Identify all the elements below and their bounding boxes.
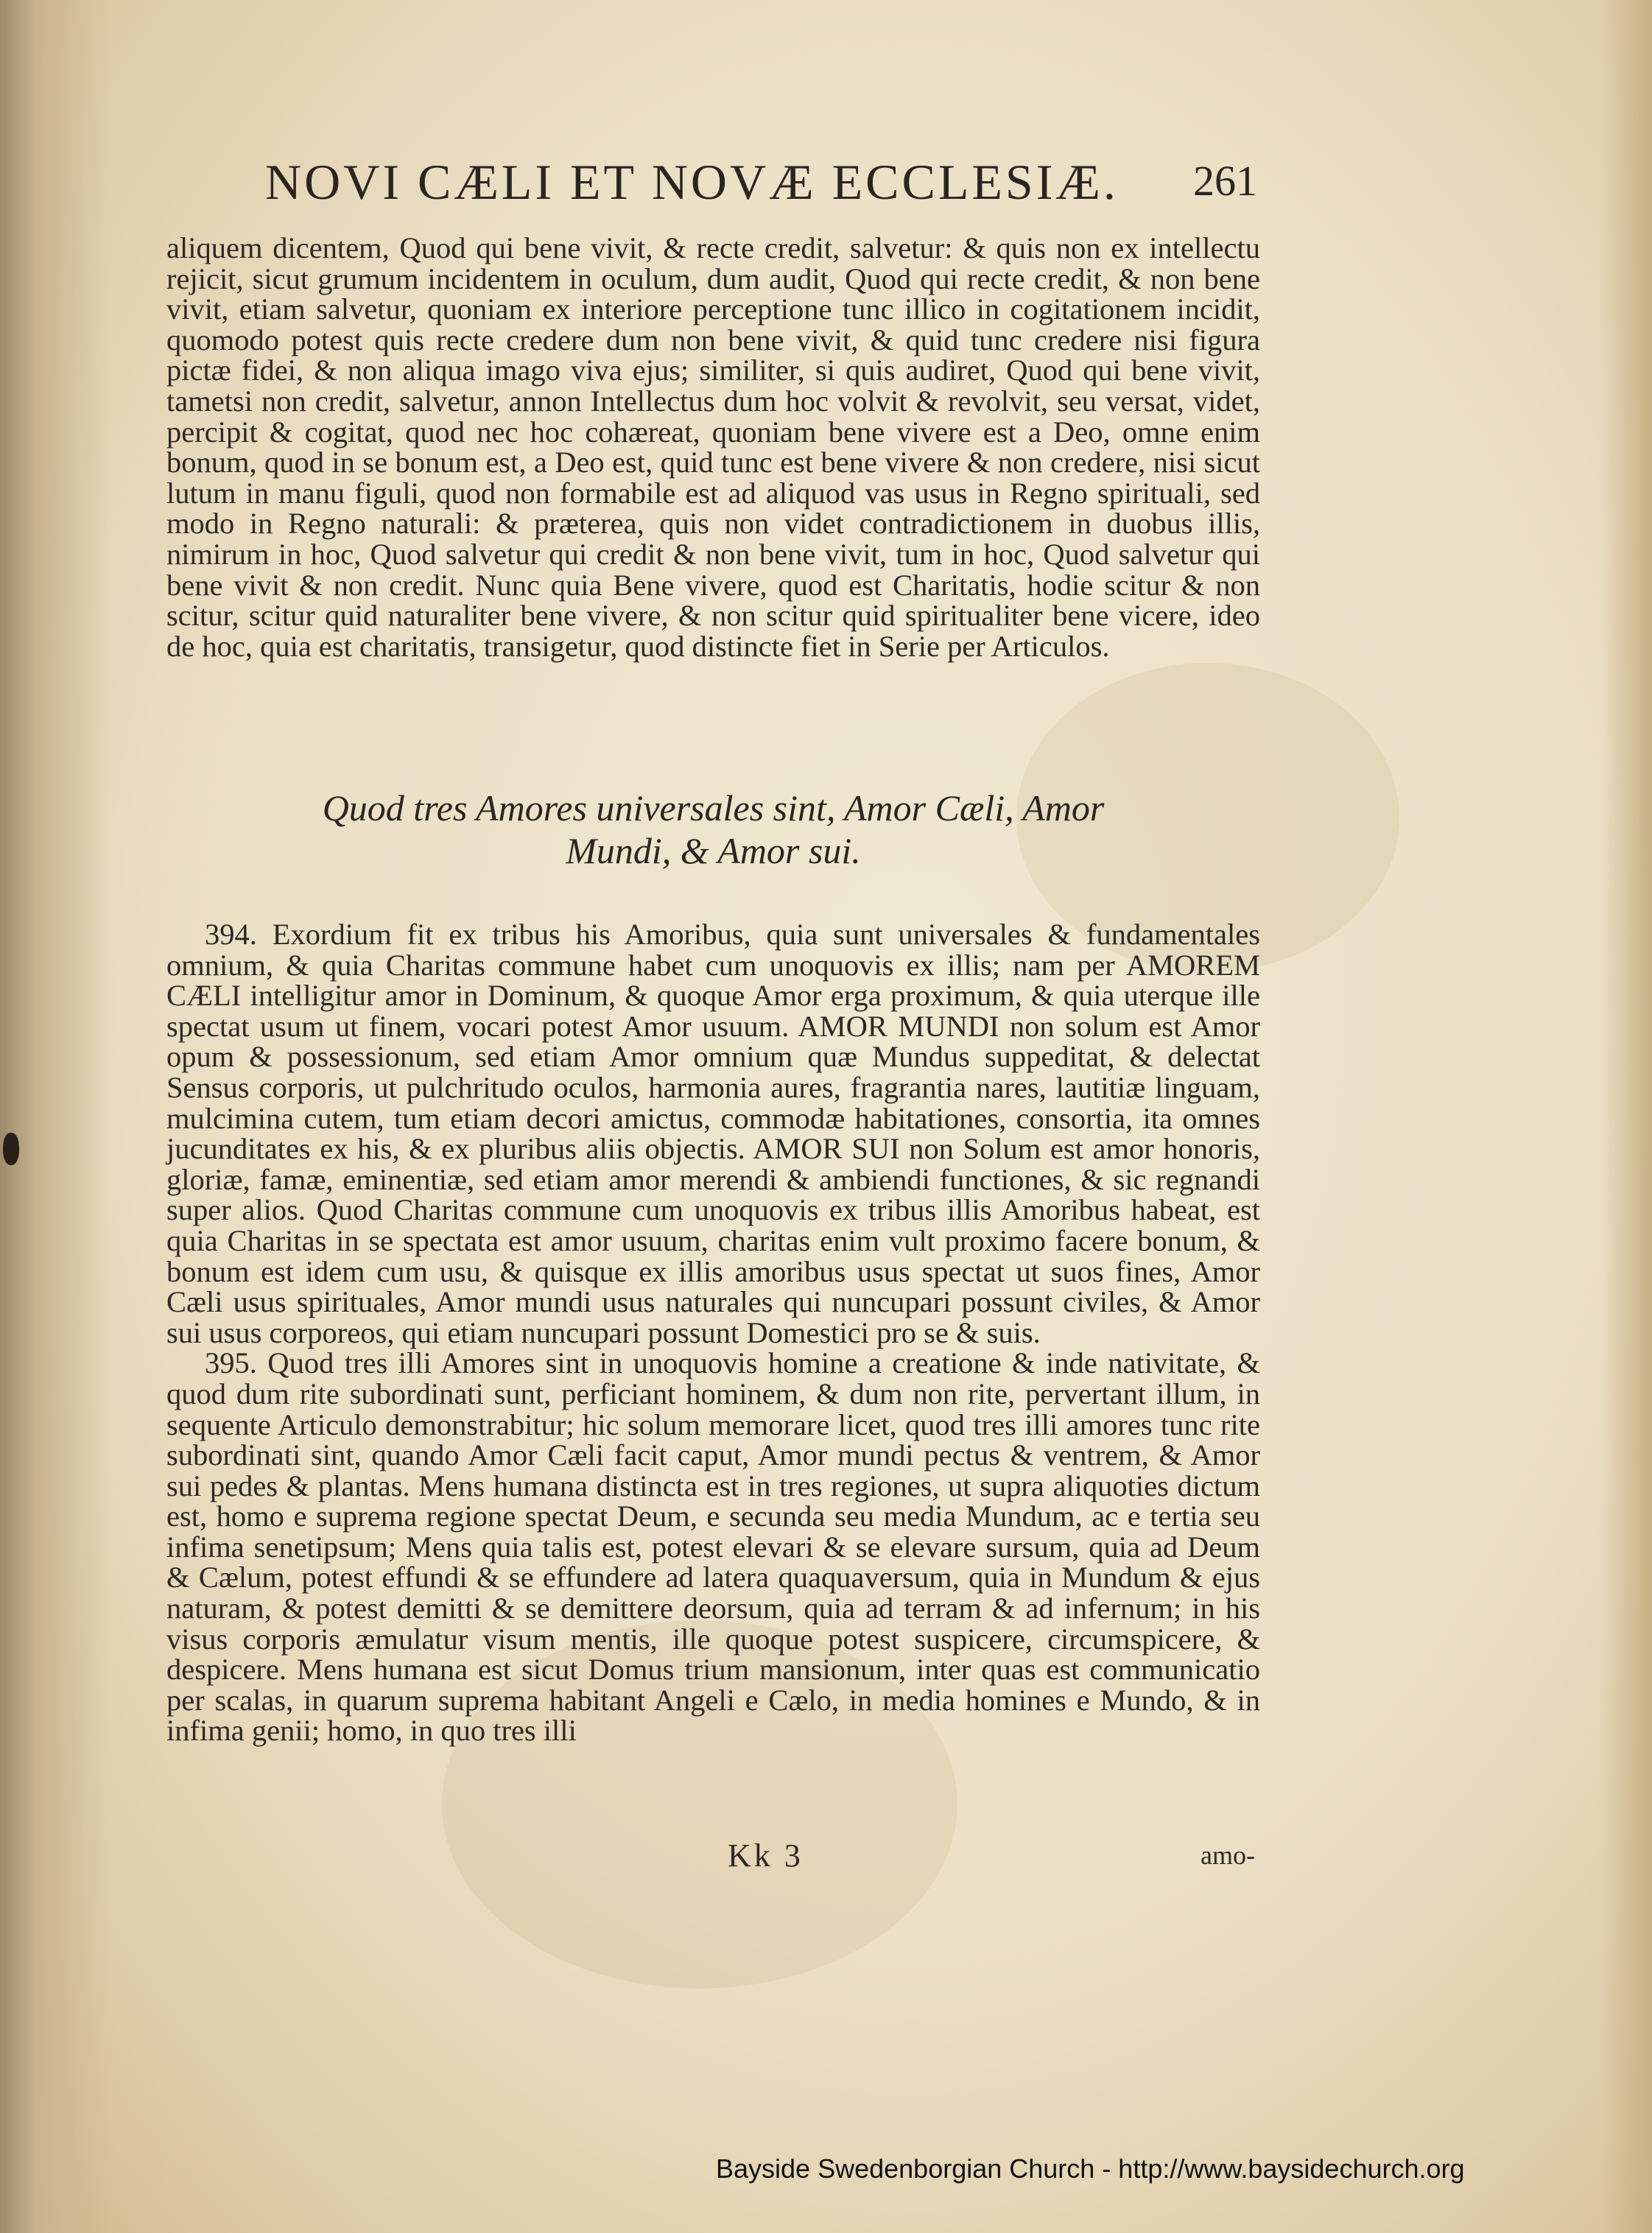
paragraph-395: 395. Quod tres illi Amores sint in unoquovis homine a creatione & inde nativitate, & quod dum rite subordinati sunt, perficiant hominem, & dum non rite, pervertant illum, in sequente Articulo demonstrabitur; hic solum memorare licet, quod tres illi amores tunc rite subordinati sint, quando Amor Cæli facit caput, Amor mundi pectus & ventrem, & Amor sui pedes & plantas. Mens humana distincta est in tres regiones, ut supra aliquoties dictum est, homo e suprema regione spectat Deum, e secunda seu media Mundum, ac e tertia seu infima senetipsum; Mens quia talis est, potest elevari & se elevare sursum, quia ad Deum & Cælum, potest effundi & se effundere ad latera quaquaversum, quia in Mundum & ejus naturam, & potest demitti & se demittere deorsum, quia ad terram & ad infernum; in his visus corporis æmulatur visum mentis, ille quoque potest suspicere, circumspicere, & despicere. Mens humana est sicut Domus trium mansionum, inter quas est communicatio per scalas, in quarum suprema habitant Angeli e Cælo, in media homines e Mundo, & in infima genii; homo, in quo tres illi — [166, 1346, 1260, 1748]
catchword: amo- — [1201, 1840, 1255, 1870]
section-heading-line-1: Quod tres Amores universales sint, Amor Cæli, Amor — [322, 787, 1105, 829]
ink-blot — [3, 1133, 19, 1165]
page-number: 261 — [1193, 157, 1257, 205]
watermark-caption: Bayside Swedenborgian Church - http://www.baysidechurch.org — [716, 2153, 1465, 2184]
printer-signature: Kk 3 — [728, 1838, 804, 1874]
running-title: NOVI CÆLI ET NOVÆ ECCLESIÆ. — [265, 154, 1119, 210]
continued-paragraph — [166, 233, 1260, 661]
paragraph-text: aliquem dicentem, Quod qui bene vivit, & recte credit, salvetur: & quis non ex intellectu rejicit, sicut grumum incidentem in oculum, dum audit, Quod qui recte credit, & non bene vivit, etiam salvetur, quoniam ex interiore perceptione tunc illico in cogitationem incidit, quomodo potest quis recte credere dum non bene vivit, & quid tunc credere nisi figura pictæ fidei, & non aliqua imago viva ejus; similiter, si quis audiret, Quod qui bene vivit, tametsi non credit, salvetur, annon Intellectus dum hoc volvit & revolvit, seu versat, videt, percipit & cogitat, quod nec hoc cohæreat, quoniam bene vivere est a Deo, omne enim bonum, quod in se bonum est, a Deo est, quid tunc est bene vivere & non credere, nisi sicut lutum in manu figuli, quod non formabile est ad aliquod vas usus in Regno spirituali, sed modo in Regno naturali: & præterea, quis non videt contradictionem in duobus illis, nimirum in hoc, Quod salvetur qui credit & non bene vivit, tum in hoc, Quod salvetur qui bene vivit & non credit. Nunc quia Bene vivere, quod est Charitatis, hodie scitur & non scitur, scitur quid naturaliter bene vivere, & non scitur quid spiritualiter bene vicere, ideo de hoc, quia est charitatis, transigetur, quod distincte fiet in Serie per Articulos. — [166, 231, 1260, 663]
section-heading-line-2: Mundi, & Amor sui. — [566, 830, 861, 871]
paragraph-394: 394. Exordium fit ex tribus his Amoribus, quia sunt universales & fundamentales omnium, & quia Charitas commune habet cum unoquovis ex illis; nam per AMOREM CÆLI intelligitur amor in Dominum, & quoque Amor erga proximum, & quia uterque ille spectat usum ut finem, vocari potest Amor usuum. AMOR MUNDI non solum est Amor opum & possessionum, sed etiam Amor omnium quæ Mundus suppeditat, & delectat Sensus corporis, ut pulchritudo oculos, harmonia aures, fragrantia nares, lautitiæ linguam, mulcimina cutem, tum etiam decori amictus, commodæ habitationes, consortia, ita omnes jucunditates ex his, & ex pluribus aliis objectis. AMOR SUI non Solum est amor honoris, gloriæ, famæ, eminentiæ, sed etiam amor merendi & ambiendi functiones, & sic regnandi super alios. Quod Charitas commune cum unoquovis ex tribus illis Amoribus habeat, est quia Charitas in se spectata est amor usuum, charitas enim vult proximo facere bonum, & bonum est idem cum usu, & quisque ex illis amoribus usus spectat ut suos fines, Amor Cæli usus spirituales, Amor mundi usus naturales qui nuncupari possunt civiles, & Amor sui usus corporeos, qui etiam nuncupari possunt Domestici pro se & suis. — [166, 918, 1260, 1349]
gutter-shadow — [0, 0, 110, 2233]
page-edge-shading — [1600, 0, 1652, 2233]
section-heading — [166, 787, 1260, 872]
numbered-paragraphs — [166, 919, 1260, 1746]
